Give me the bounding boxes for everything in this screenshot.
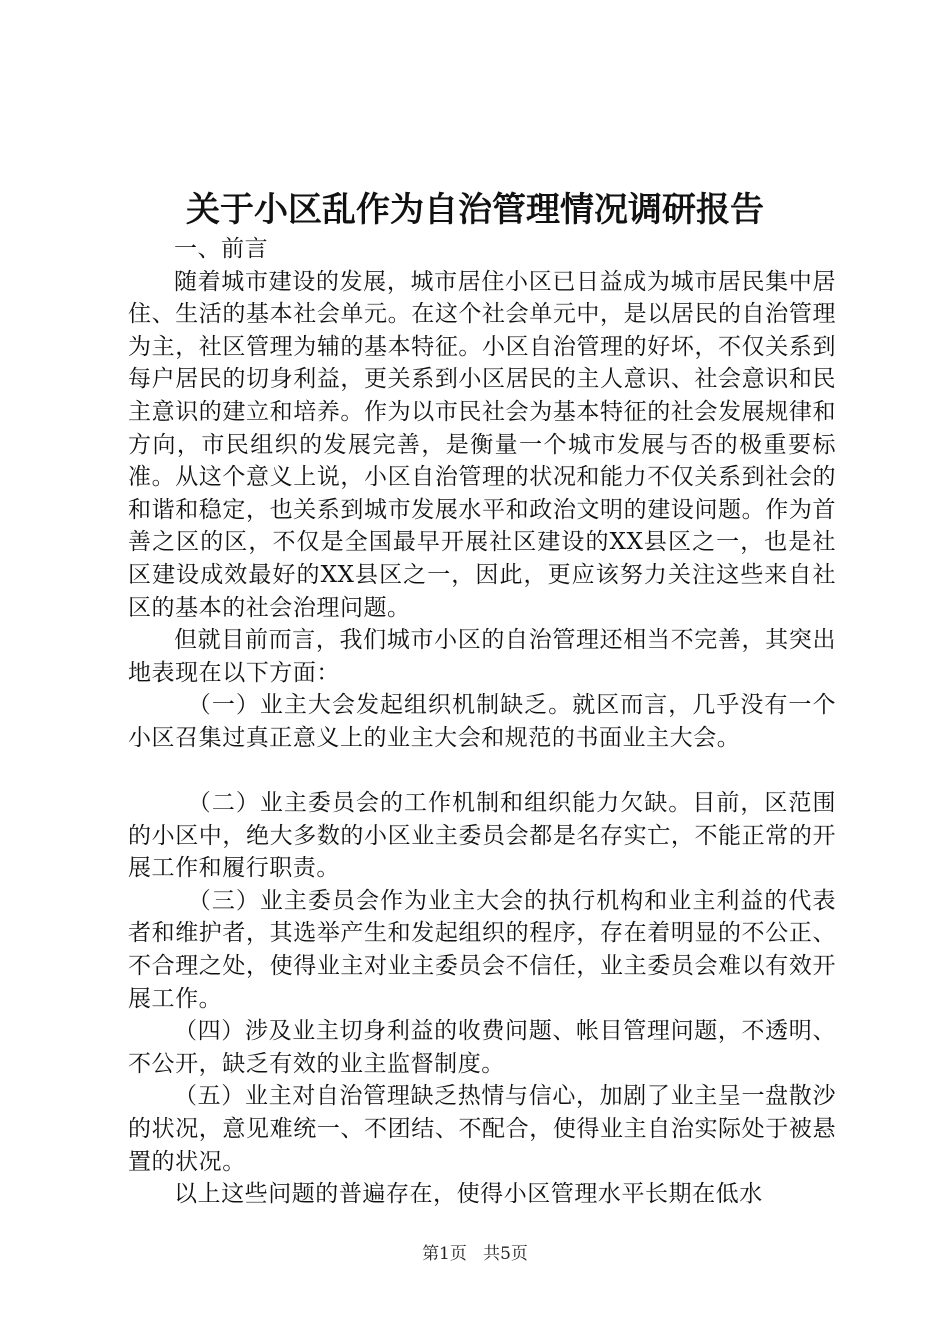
page-footer — [0, 1242, 950, 1266]
page-total: 共5页 — [483, 1244, 528, 1264]
page-number: 第1页 — [422, 1244, 467, 1264]
document-body — [128, 233, 836, 1211]
paragraph-problems-lead: 但就目前而言，我们城市小区的自治管理还相当不完善，其突出地表现在以下方面： — [128, 627, 836, 686]
list-item-3: （三）业主委员会作为业主大会的执行机构和业主利益的代表者和维护者，其选举产生和发起组织的程序，存在着明显的不公正、不合理之处，使得业主对业主委员会不信任，业主委员会难以有效开展工作。 — [128, 887, 836, 1012]
section-heading: 一、前言 — [174, 236, 269, 262]
list-item-5: （五）业主对自治管理缺乏热情与信心，加剧了业主呈一盘散沙的状况，意见难统一、不团结、不配合，使得业主自治实际处于被悬置的状况。 — [128, 1083, 836, 1175]
list-item-1: （一）业主大会发起组织机制缺乏。就区而言，几乎没有一个小区召集过真正意义上的业主大会和规范的书面业主大会。 — [128, 692, 836, 751]
paragraph-intro: 随着城市建设的发展，城市居住小区已日益成为城市居民集中居住、生活的基本社会单元。在这个社会单元中，是以居民的自治管理为主，社区管理为辅的基本特征。小区自治管理的好坏，不仅关系到每户居民的切身利益，更关系到小区居民的主人意识、社会意识和民主意识的建立和培养。作为以市民社会为基本特征的社会发展规律和方向，市民组织的发展完善，是衡量一个城市发展与否的极重要标准。从这个意义上说，小区自治管理的状况和能力不仅关系到社会的和谐和稳定，也关系到城市发展水平和政治文明的建设问题。作为首善之区的区，不仅是全国最早开展社区建设的XX县区之一，也是社区建设成效最好的XX县区之一，因此，更应该努力关注这些来自社区的基本的社会治理问题。 — [128, 268, 836, 621]
paragraph-closing: 以上这些问题的普遍存在，使得小区管理水平长期在低水 — [174, 1181, 763, 1208]
list-item-2: （二）业主委员会的工作机制和组织能力欠缺。目前，区范围的小区中，绝大多数的小区业主委员会都是名存实亡，不能正常的开展工作和履行职责。 — [128, 790, 836, 882]
page-separator — [472, 1244, 477, 1264]
list-item-4: （四）涉及业主切身利益的收费问题、帐目管理问题，不透明、不公开，缺乏有效的业主监督制度。 — [128, 1018, 836, 1077]
document-title: 关于小区乱作为自治管理情况调研报告 — [186, 190, 764, 230]
paragraph-gap — [128, 755, 836, 788]
